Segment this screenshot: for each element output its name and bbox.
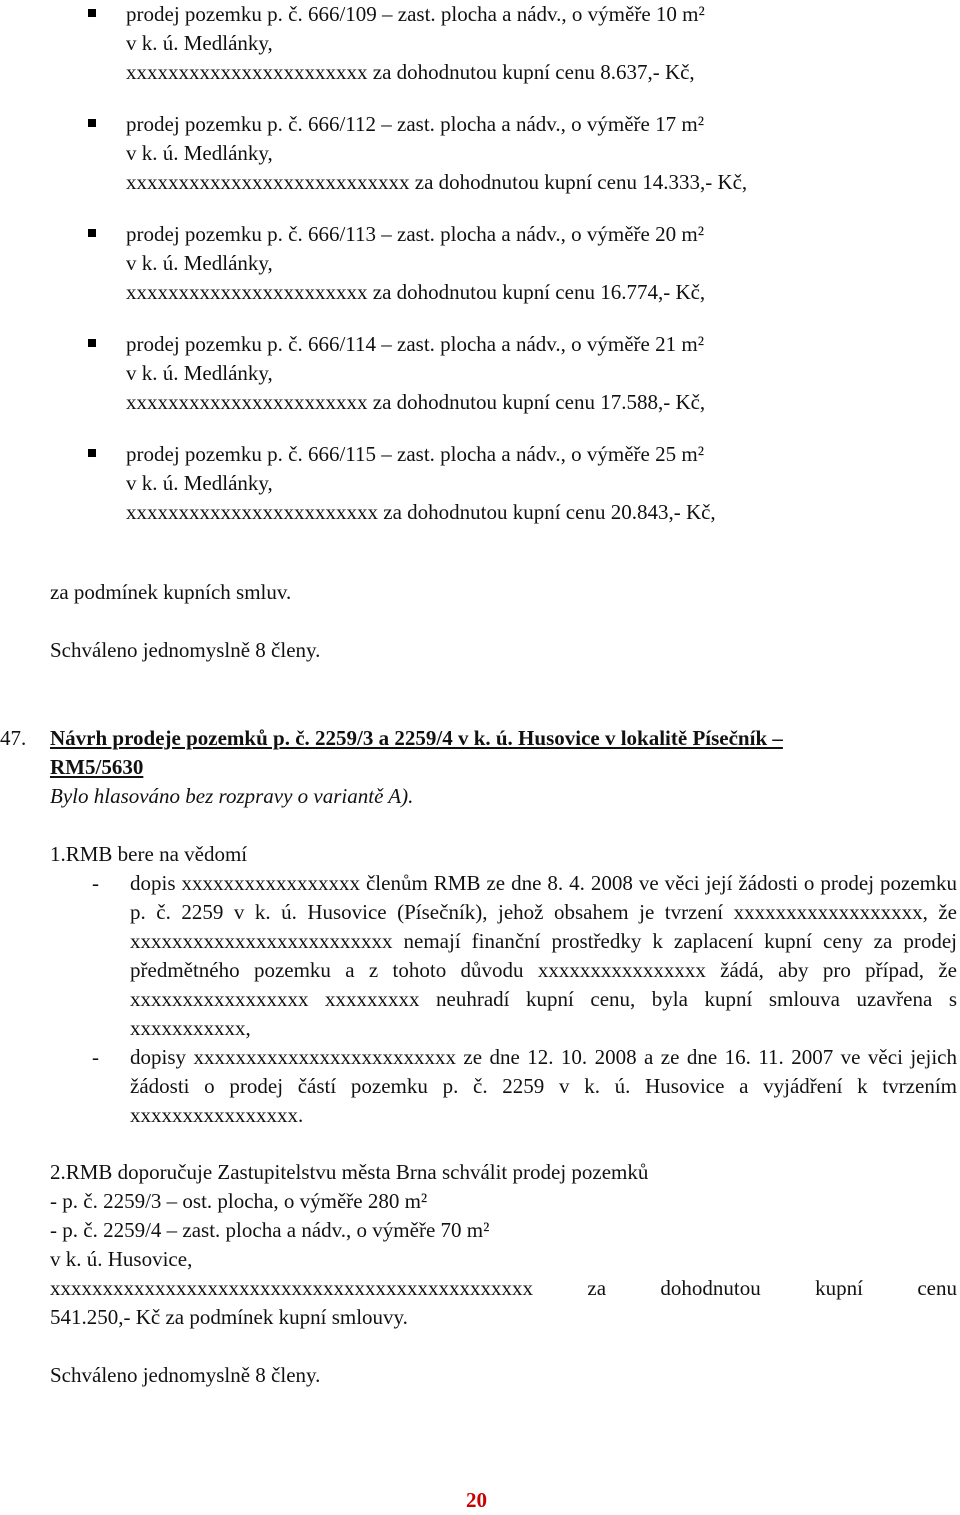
rmb2-heading: 2.RMB doporučuje Zastupitelstvu města Brna schválit prodej pozemků xyxy=(50,1160,649,1184)
item-number: 47. xyxy=(0,726,27,750)
conditions-text: za podmínek kupních smluv. xyxy=(50,580,292,604)
parcel-line: - p. č. 2259/3 – ost. plocha, o výměře 280 m² xyxy=(50,1189,428,1213)
list-item: prodej pozemku p. č. 666/115 – zast. plocha a nádv., o výměře 25 m² v k. ú. Medlánky, xxxxxxxxxxxxxxxxxxxxxxxx za dohodnutou kupní cenu 20.843,- Kč, xyxy=(88,440,948,527)
price-line: xxxxxxxxxxxxxxxxxxxxxxxxxxxxxxxxxxxxxxxxxxxxxx za dohodnutou kupní cenu xyxy=(50,1276,957,1300)
list-item: - dopisy xxxxxxxxxxxxxxxxxxxxxxxxx ze dne 12. 10. 2008 a ze dne 16. 11. 2007 ve věci jejich žádosti o prodej částí pozemku p. č. 2259 v k. ú. Husovice a vyjádření k tvrzením xxxxxxxxxxxxxxxx. xyxy=(92,1045,957,1127)
list-item: prodej pozemku p. č. 666/109 – zast. plocha a nádv., o výměře 10 m² v k. ú. Medlánky, xxxxxxxxxxxxxxxxxxxxxxx za dohodnutou kupní cenu 8.637,- Kč, xyxy=(88,0,948,87)
bullet-list xyxy=(88,0,948,550)
parcel-line: - p. č. 2259/4 – zast. plocha a nádv., o výměře 70 m² xyxy=(50,1218,490,1242)
list-item: - dopis xxxxxxxxxxxxxxxxx členům RMB ze dne 8. 4. 2008 ve věci její žádosti o prodej pozemku p. č. 2259 v k. ú. Husovice (Písečník), jehož obsahem je tvrzení xxxxxxxxxxxxxxxxxx, že xxxxxxxxxxxxxxxxxxxxxxxxx nemají finanční prostředky k zaplacení kupní ceny za prodej předmětného pozemku a z tohoto důvodu xxxxxxxxxxxxxxxx žádá, aby pro případ, že xxxxxxxxxxxxxxxxx xxxxxxxxx neuhradí kupní cenu, byla kupní smlouva uzavřena s xxxxxxxxxxx, xyxy=(92,871,957,1040)
bullet-square-icon xyxy=(88,9,96,17)
list-item: prodej pozemku p. č. 666/113 – zast. plocha a nádv., o výměře 20 m² v k. ú. Medlánky, xxxxxxxxxxxxxxxxxxxxxxx za dohodnutou kupní cenu 16.774,- Kč, xyxy=(88,220,948,307)
approval-text: Schváleno jednomyslně 8 členy. xyxy=(50,638,321,662)
bullet-square-icon xyxy=(88,449,96,457)
price-amount: 541.250,- Kč za podmínek kupní smlouvy. xyxy=(50,1305,408,1329)
cadastral-area: v k. ú. Husovice, xyxy=(50,1247,193,1271)
approval-text: Schváleno jednomyslně 8 členy. xyxy=(50,1363,321,1387)
list-item: prodej pozemku p. č. 666/114 – zast. plocha a nádv., o výměře 21 m² v k. ú. Medlánky, xxxxxxxxxxxxxxxxxxxxxxx za dohodnutou kupní cenu 17.588,- Kč, xyxy=(88,330,948,417)
list-item: prodej pozemku p. č. 666/112 – zast. plocha a nádv., o výměře 17 m² v k. ú. Medlánky, xxxxxxxxxxxxxxxxxxxxxxxxxxx za dohodnutou kupní cenu 14.333,- Kč, xyxy=(88,110,948,197)
rmb1-heading: 1.RMB bere na vědomí xyxy=(50,842,248,866)
item-title: Návrh prodeje pozemků p. č. 2259/3 a 2259/4 v k. ú. Husovice v lokalitě Písečník – xyxy=(50,726,783,750)
item-title-code: RM5/5630 xyxy=(50,755,144,779)
bullet-square-icon xyxy=(88,339,96,347)
bullet-square-icon xyxy=(88,229,96,237)
page-number: 20 xyxy=(466,1488,487,1512)
voting-note: Bylo hlasováno bez rozpravy o variantě A). xyxy=(50,784,414,808)
bullet-square-icon xyxy=(88,119,96,127)
